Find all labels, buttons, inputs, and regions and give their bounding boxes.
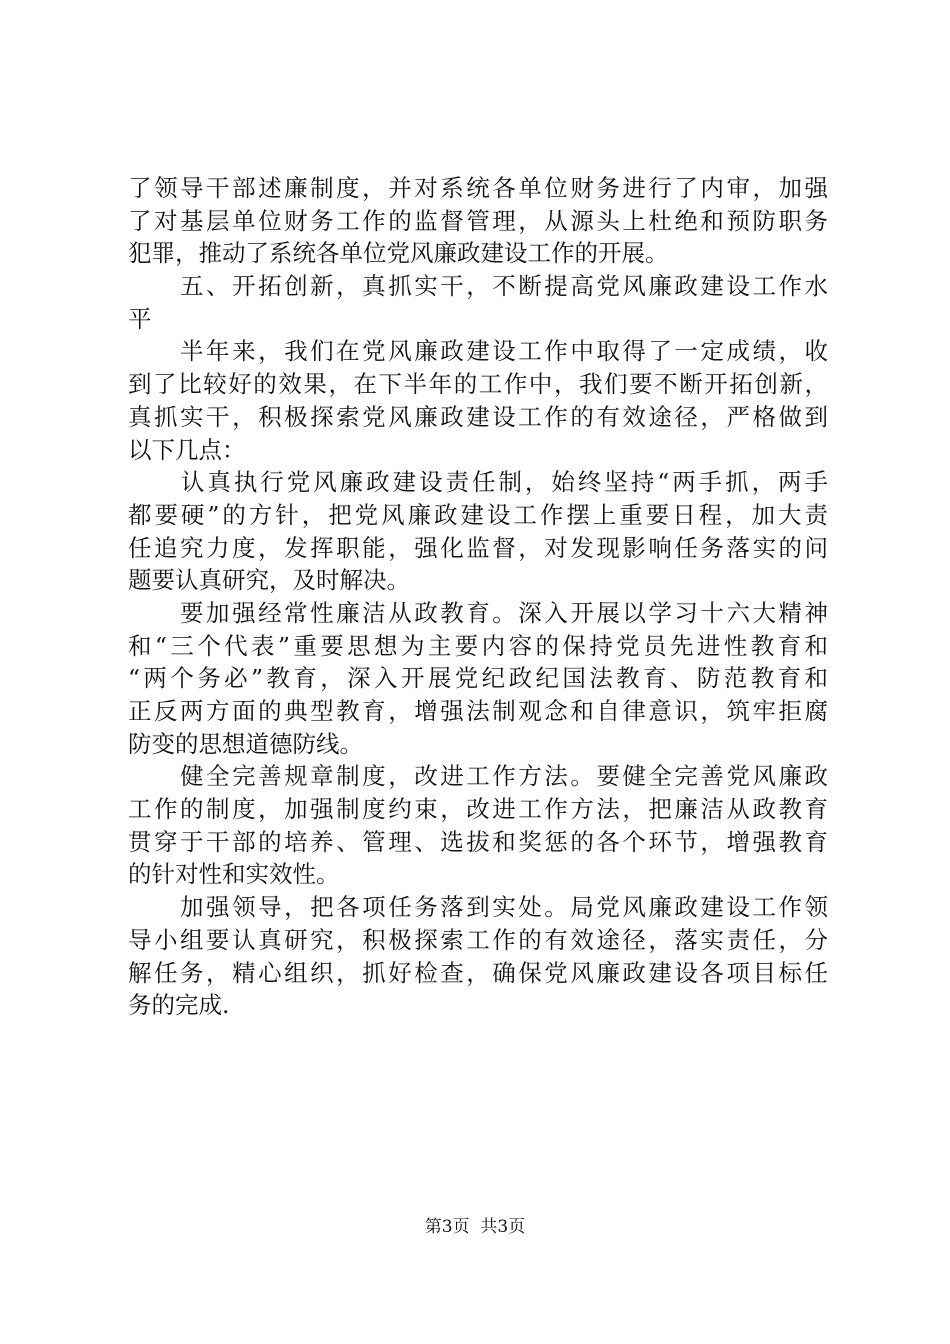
document-body bbox=[128, 172, 828, 1022]
text-line: “两个务必”教育，深入开展党纪政纪国法教育、防范教育和 bbox=[128, 664, 828, 693]
text-line: 导小组要认真研究，积极探索工作的有效途径，落实责任，分 bbox=[128, 925, 828, 954]
page-footer: 第3页 共3页 bbox=[424, 1217, 526, 1237]
text-line: 五、开拓创新，真抓实干，不断提高党风廉政建设工作水 bbox=[128, 272, 828, 301]
text-line: 健全完善规章制度，改进工作方法。要健全完善党风廉政 bbox=[128, 762, 828, 791]
text-line: 要加强经常性廉洁从政教育。深入开展以学习十六大精神 bbox=[128, 598, 828, 627]
text-line: 务的完成. bbox=[128, 991, 230, 1020]
text-line: 题要认真研究，及时解决。 bbox=[128, 566, 410, 595]
text-line: 解任务，精心组织，抓好检查，确保党风廉政建设各项目标任 bbox=[128, 958, 828, 987]
text-line: 了对基层单位财务工作的监督管理，从源头上杜绝和预防职务 bbox=[128, 206, 828, 235]
text-line: 了领导干部述廉制度，并对系统各单位财务进行了内审，加强 bbox=[128, 174, 828, 202]
text-line: 认真执行党风廉政建设责任制，始终坚持“两手抓，两手 bbox=[128, 468, 828, 497]
text-line: 和“三个代表”重要思想为主要内容的保持党员先进性教育和 bbox=[128, 631, 828, 660]
text-line: 加强领导，把各项任务落到实处。局党风廉政建设工作领 bbox=[128, 893, 828, 922]
text-line: 正反两方面的典型教育，增强法制观念和自律意识，筑牢拒腐 bbox=[128, 697, 828, 725]
text-line: 贯穿于干部的培养、管理、选拔和奖惩的各个环节，增强教育 bbox=[128, 827, 828, 856]
text-line: 工作的制度，加强制度约束，改进工作方法，把廉洁从政教育 bbox=[128, 795, 828, 824]
text-line: 的针对性和实效性。 bbox=[128, 860, 340, 889]
text-line: 平 bbox=[128, 304, 152, 333]
text-line: 犯罪，推动了系统各单位党风廉政建设工作的开展。 bbox=[128, 239, 669, 268]
text-line: 防变的思想道德防线。 bbox=[128, 729, 363, 758]
text-line: 任追究力度，发挥职能，强化监督，对发现影响任务落实的问 bbox=[128, 533, 828, 562]
text-line: 都要硬”的方针，把党风廉政建设工作摆上重要日程，加大责 bbox=[128, 500, 828, 529]
text-line: 到了比较好的效果，在下半年的工作中，我们要不断开拓创新， bbox=[128, 370, 828, 399]
text-line: 以下几点： bbox=[128, 435, 246, 464]
text-line: 真抓实干，积极探索党风廉政建设工作的有效途径，严格做到 bbox=[128, 402, 828, 431]
text-line: 半年来，我们在党风廉政建设工作中取得了一定成绩，收 bbox=[128, 337, 828, 366]
